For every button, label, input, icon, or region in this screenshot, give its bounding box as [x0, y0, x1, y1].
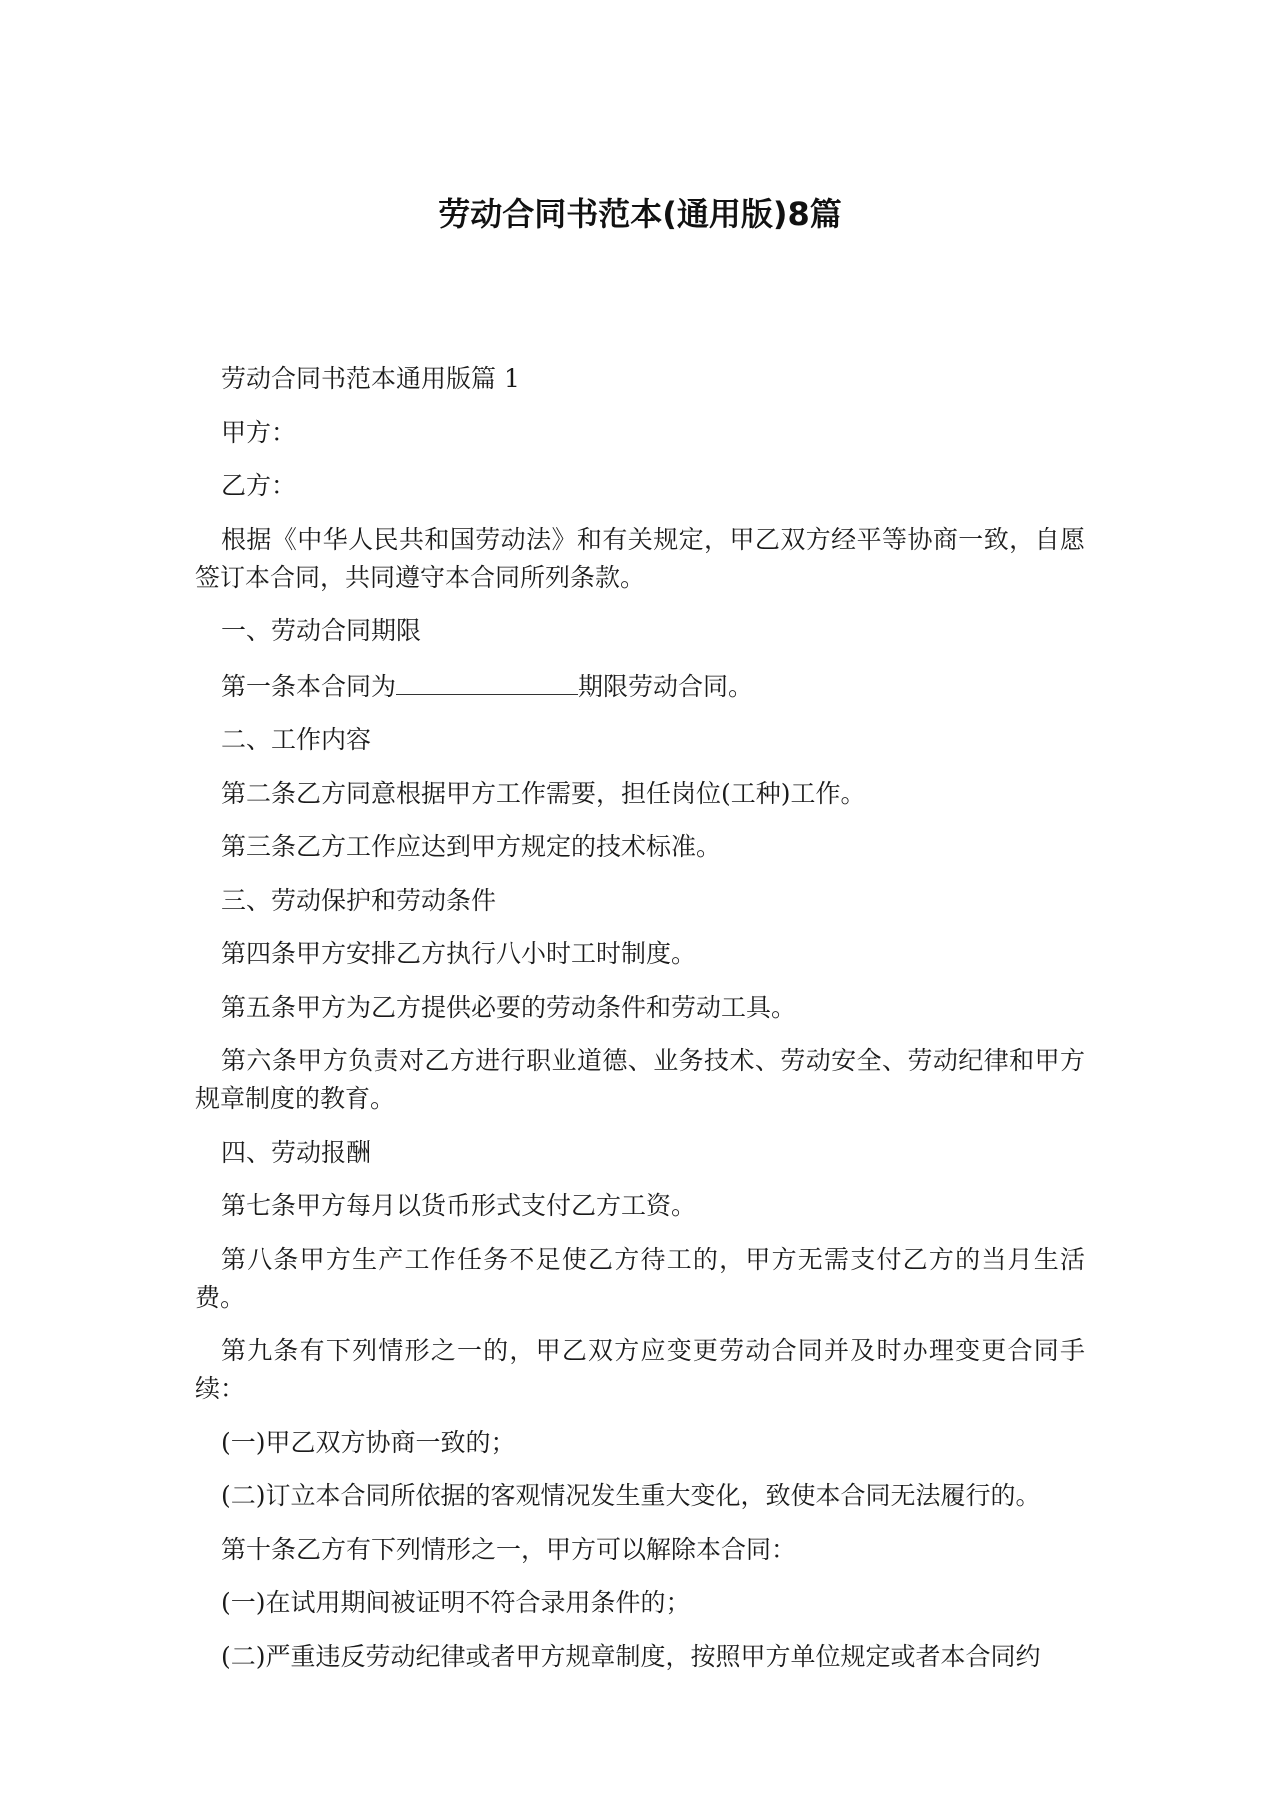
article-8: 第八条甲方生产工作任务不足使乙方待工的，甲方无需支付乙方的当月生活费。 [195, 1244, 1085, 1312]
heading-contract-term: 一、劳动合同期限 [221, 616, 422, 645]
article-10-item-2: (二)严重违反劳动纪律或者甲方规章制度，按照甲方单位规定或者本合同约 [221, 1641, 1041, 1671]
article-4: 第四条甲方安排乙方执行八小时工时制度。 [221, 939, 697, 968]
article-2: 第二条乙方同意根据甲方工作需要，担任岗位(工种)工作。 [221, 778, 866, 808]
document-body [195, 360, 1085, 1691]
heading-work-content: 二、工作内容 [221, 725, 372, 754]
party-a-line: 甲方： [221, 417, 297, 447]
article-5: 第五条甲方为乙方提供必要的劳动条件和劳动工具。 [221, 992, 797, 1022]
article-1-text-after: 期限劳动合同。 [578, 671, 754, 701]
article-9-item-1: (一)甲乙双方协商一致的； [221, 1427, 516, 1457]
intro-paragraph: 根据《中华人民共和国劳动法》和有关规定，甲乙双方经平等协商一致，自愿签订本合同，共同遵守本合同所列条款。 [195, 524, 1085, 592]
article-3: 第三条乙方工作应达到甲方规定的技术标准。 [221, 832, 722, 861]
article-1 [195, 666, 1085, 706]
section-heading: 劳动合同书范本通用版篇 1 [221, 364, 520, 393]
article-9-item-2: (二)订立本合同所依据的客观情况发生重大变化，致使本合同无法履行的。 [221, 1481, 1041, 1510]
heading-labor-protection: 三、劳动保护和劳动条件 [221, 885, 497, 915]
article-7: 第七条甲方每月以货币形式支付乙方工资。 [221, 1191, 697, 1220]
heading-remuneration: 四、劳动报酬 [221, 1137, 372, 1167]
article-6: 第六条甲方负责对乙方进行职业道德、业务技术、劳动安全、劳动纪律和甲方规章制度的教育。 [195, 1046, 1085, 1113]
article-9: 第九条有下列情形之一的，甲乙双方应变更劳动合同并及时办理变更合同手续： [195, 1336, 1085, 1403]
article-1-text-before: 第一条本合同为 [221, 671, 397, 701]
article-10-item-1: (一)在试用期间被证明不符合录用条件的； [221, 1588, 691, 1617]
contract-term-blank [396, 666, 578, 695]
party-b-line: 乙方： [221, 471, 297, 500]
article-10: 第十条乙方有下列情形之一，甲方可以解除本合同： [221, 1534, 797, 1564]
document-title: 劳动合同书范本(通用版)8篇 [438, 195, 842, 233]
